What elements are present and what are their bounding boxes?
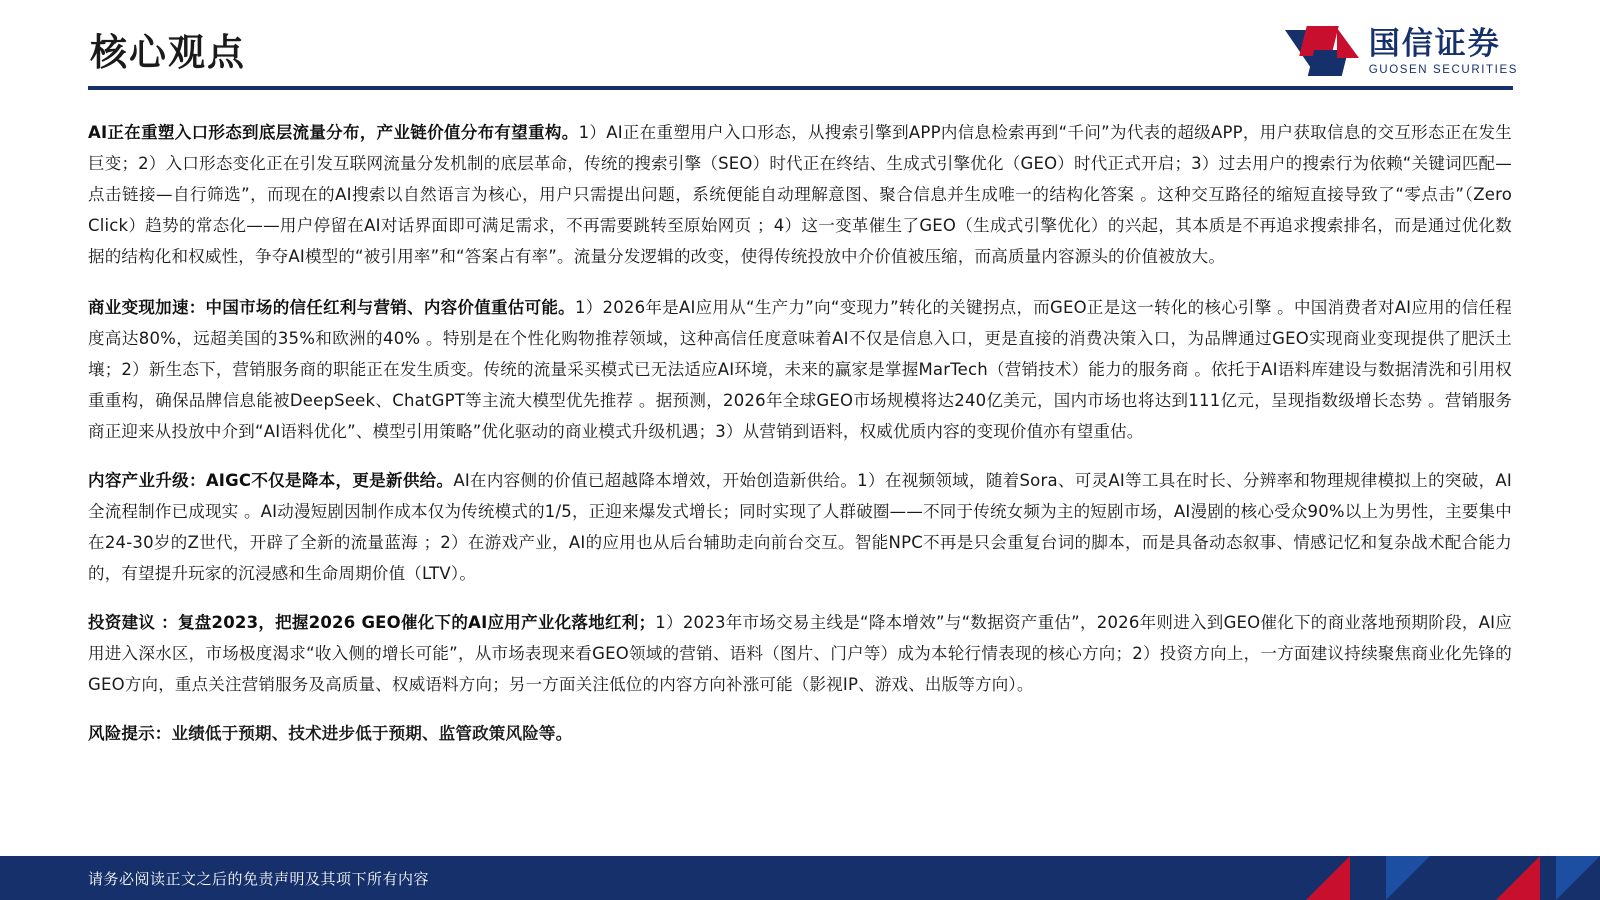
slide-content: [88, 100, 1512, 749]
logo-mark-icon: [1285, 26, 1359, 78]
paragraph-4-lead: 投资建议 ：复盘2023，把握2026 GEO催化下的AI应用产业化落地红利；: [88, 612, 656, 632]
risk-note-text: 业绩低于预期、技术进步低于预期、监管政策风险等。: [171, 723, 573, 743]
paragraph-3-lead: 内容产业升级：AIGC不仅是降本，更是新供给。: [88, 470, 454, 490]
footer-decoration: [1180, 856, 1600, 900]
company-logo: [1285, 24, 1518, 80]
paragraph-1: [88, 117, 1512, 272]
paragraph-2: [88, 292, 1512, 447]
logo-name-cn: 国信证券: [1368, 26, 1501, 63]
slide-footer: [0, 856, 1600, 900]
slide-header: [0, 0, 1600, 92]
paragraph-1-lead: AI正在重塑入口形态到底层流量分布，产业链价值分布有望重构。: [88, 122, 579, 142]
paragraph-3: [88, 465, 1512, 589]
paragraph-4: [88, 607, 1512, 700]
logo-name-en: GUOSEN SECURITIES: [1368, 63, 1518, 76]
page-title: 核心观点: [90, 31, 246, 74]
logo-text: [1369, 28, 1518, 76]
footer-disclaimer: 请务必阅读正文之后的免责声明及其项下所有内容: [88, 870, 430, 888]
title-divider: [88, 86, 1513, 90]
paragraph-2-lead: 商业变现加速：中国市场的信任红利与营销、内容价值重估可能。: [88, 297, 575, 317]
paragraph-4-text: 1）2023年市场交易主线是“降本增效”与“数据资产重估”，2026年则进入到GEO催化下的商业落地预期阶段，AI应用进入深水区，市场极度渴求“收入侧的增长可能”，从市场表现来看GEO领域的营销、语料（图片、门户等）成为本轮行情表现的核心方向；2）投资方向上，一方面建议持续聚焦商业化先锋的GEO方向，重点关注营销服务及高质量、权威语料方向；另一方面关注低位的内容方向补涨可能（影视IP、游戏、出版等方向）。: [88, 612, 1513, 694]
paragraph-3-text: AI在内容侧的价值已超越降本增效，开始创造新供给。1）在视频领域，随着Sora、可灵AI等工具在时长、分辨率和物理规律模拟上的突破，AI全流程制作已成现实 。AI动漫短剧因制作成本仅为传统模式的1/5，正迎来爆发式增长；同时实现了人群破圈——不同于传统女频为主的短剧市场，AI漫剧的核心受众90%以上为男性，主要集中在24-30岁的Z世代，开辟了全新的流量蓝海 ；2）在游戏产业，AI的应用也从后台辅助走向前台交互。智能NPC不再是只会重复台词的脚本，而是具备动态叙事、情感记忆和复杂战术配合能力的，有望提升玩家的沉浸感和生命周期价值（LTV）。: [88, 470, 1512, 583]
paragraph-1-text: 1）AI正在重塑用户入口形态，从搜索引擎到APP内信息检索再到“千问”为代表的超级APP，用户获取信息的交互形态正在发生巨变；2）入口形态变化正在引发互联网流量分发机制的底层革命，传统的搜索引擎（SEO）时代正在终结、生成式引擎优化（GEO）时代正式开启；3）过去用户的搜索行为依赖“关键词匹配—点击链接—自行筛选”，而现在的AI搜索以自然语言为核心，用户只需提出问题，系统便能自动理解意图、聚合信息并生成唯一的结构化答案 。这种交互路径的缩短直接导致了“零点击”（Zero Click）趋势的常态化——用户停留在AI对话界面即可满足需求，不再需要跳转至原始网页 ；4）这一变革催生了GEO（生成式引擎优化）的兴起，其本质是不再追求搜索排名，而是通过优化数据的结构化和权威性，争夺AI模型的“被引用率”和“答案占有率”。流量分发逻辑的改变，使得传统投放中介价值被压缩，而高质量内容源头的价值被放大。: [88, 122, 1512, 266]
paragraph-2-text: 1）2026年是AI应用从“生产力”向“变现力”转化的关键拐点，而GEO正是这一转化的核心引擎 。中国消费者对AI应用的信任程度高达80%，远超美国的35%和欧洲的40% 。特别是在个性化购物推荐领域，这种高信任度意味着AI不仅是信息入口，更是直接的消费决策入口，为品牌通过GEO实现商业变现提供了肥沃土壤；2）新生态下，营销服务商的职能正在发生质变。传统的流量采买模式已无法适应AI环境，未来的赢家是掌握MarTech（营销技术）能力的服务商 。依托于AI语料库建设与数据清洗和引用权重重构，确保品牌信息能被DeepSeek、ChatGPT等主流大模型优先推荐 。据预测，2026年全球GEO市场规模将达240亿美元，国内市场也将达到111亿元，呈现指数级增长态势 。营销服务商正迎来从投放中介到“AI语料优化”、模型引用策略”优化驱动的商业模式升级机遇；3）从营销到语料，权威优质内容的变现价值亦有望重估。: [88, 297, 1512, 441]
risk-note-lead: 风险提示：: [88, 723, 172, 743]
risk-note: [88, 718, 1512, 749]
